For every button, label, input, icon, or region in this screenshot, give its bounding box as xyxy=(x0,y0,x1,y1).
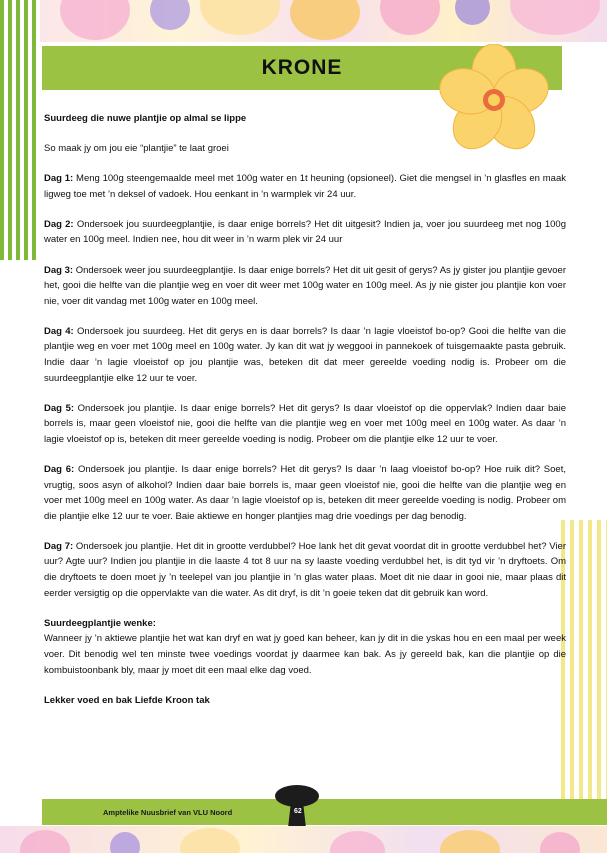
tree-icon xyxy=(272,782,322,832)
floral-footer-decoration xyxy=(0,826,607,853)
tips-text: Wanneer jy ’n aktiewe plantjie het wat kan dryf en wat jy goed kan beheer, kan jy dit in die yskas hou en een maal per week voer. Dit benodig wel ten minste twee voedings voordat jy daarmee kan bak. As jy gereeld bak, kan die plantjie op die kombuistoonbank bly, maar jy moet dit een maal elke dag voed. xyxy=(44,633,566,676)
article-body xyxy=(44,111,566,723)
day-paragraph xyxy=(44,217,566,248)
day-text: Ondersoek jou plantjie. Het dit in grootte verdubbel? Hoe lank het dit gevat voordat dit in grootte verdubbel het? Vier uur? Agte uur? Indien jou plantjie in die laaste 4 tot 8 uur na sy laaste voeding verdubbel het, is dit tyd vir ’n dryftoets. Om die dryftoets te doen moet jy ’n teelepel van jou plantjie in ’n glas water plaas. Moet dit nie daar in gooi nie, maar plaas dit eerder versigtig op die oppervlakte van die water. As dit dryf, is dit ’n goeie teken dat dit gebruik kan word. xyxy=(44,540,566,599)
article-subheading: So maak jy om jou eie “plantjie” te laat groei xyxy=(44,143,229,155)
day-text: Ondersoek jou suurdeegplantjie, is daar enige borrels? Het dit uitgesit? Indien ja, voer jou suurdeeg met nog 100g water en 100g meel. Indien nee, hou dit weer in ’n warm plek vir 24 uur xyxy=(44,218,566,246)
right-stripe-decoration xyxy=(561,520,607,820)
day-label: Dag 3: xyxy=(44,264,74,276)
day-label: Dag 1: xyxy=(44,173,74,185)
day-label: Dag 5: xyxy=(44,402,75,414)
floral-header-decoration xyxy=(0,0,607,42)
article-heading: Suurdeeg die nuwe plantjie op almal se lippe xyxy=(44,113,247,124)
tips-heading: Suurdeegplantjie wenke: xyxy=(44,617,156,629)
footer-newsletter-label: Amptelike Nuusbrief van VLU Noord xyxy=(103,808,233,817)
page-title: KRONE xyxy=(261,56,343,79)
day-text: Ondersoek jou plantjie. Is daar enige borrels? Het dit gerys? Is daar ’n laag vloeistof bo-op? Hoe ruik dit? Soet, vrugtig, soos asyn of alkohol? Indien daar baie borrels is, maar geen vloeistof nie, gooi die helfte van die plantjie weg en voer met 100g meel en 100g water. As daar ’n lagie vloeistof op is, beteken dit meer gereelde voeding is nodig. Probeer om die plantjie elke 12 uur te voer. Baie aktiewe en honger plantjies mag drie voedings per dag benodig. xyxy=(44,464,566,522)
closing-line: Lekker voed en bak Liefde Kroon tak xyxy=(44,694,210,706)
day-label: Dag 4: xyxy=(44,325,74,337)
day-paragraph xyxy=(44,324,566,386)
day-text: Ondersoek jou suurdeeg. Het dit gerys en is daar borrels? Is daar ’n lagie vloeistof bo-op? Gooi die helfte van die plantjie weg en voer met 100g meel en 100g water. Jy kan dit wat jy weggooi in pannekoek of tuisgemaakte pasta gebruik. Indie daar ’n lagie vloeistof op jou plantjie was, beteken dit dat meer gereelde voeding nodig is. Probeer om die suurdeegplantjie elke 12 uur te voer. xyxy=(44,325,566,384)
day-paragraph xyxy=(44,539,566,601)
day-paragraph xyxy=(44,462,566,524)
day-text: Ondersoek weer jou suurdeegplantjie. Is daar enige borrels? Het dit uit gesit of gerys? As jy gister jou plantjie gevoer het, gooi die helfte van die plantjie weg en voer dit weer met 100g water en 100g meel. As jy nie gister jou plantjie kon voer nie, voer dit vandag met 100g water en 100g meel. xyxy=(44,264,566,307)
day-text: Ondersoek jou plantjie. Is daar enige borrels? Het dit gerys? Is daar vloeistof op die oppervlak? Indien daar baie borrels is, maar geen vloeistof nie, gooi die helfte van die plantjie weg en voer met 100g meel en 100g water. As daar ’n lagie vloeistof op is, beteken dit meer gereelde voeding is nodig. Probeer om die plantjie elke 12 uur te voer. xyxy=(44,402,566,445)
day-label: Dag 2: xyxy=(44,218,74,230)
day-paragraph xyxy=(44,401,566,448)
day-label: Dag 7: xyxy=(44,540,74,552)
left-stripe-decoration xyxy=(0,0,40,260)
day-label: Dag 6: xyxy=(44,464,75,475)
day-paragraph xyxy=(44,263,566,310)
page-number: 62 xyxy=(294,808,302,815)
day-paragraph xyxy=(44,171,566,202)
day-text: Meng 100g steengemaalde meel met 100g water en 1t heuning (opsioneel). Giet die mengsel in ’n glasfles en maak ligweg toe met ’n deksel of vadoek. Hou eenkant in ’n warmplek vir 24 uur. xyxy=(44,173,567,200)
